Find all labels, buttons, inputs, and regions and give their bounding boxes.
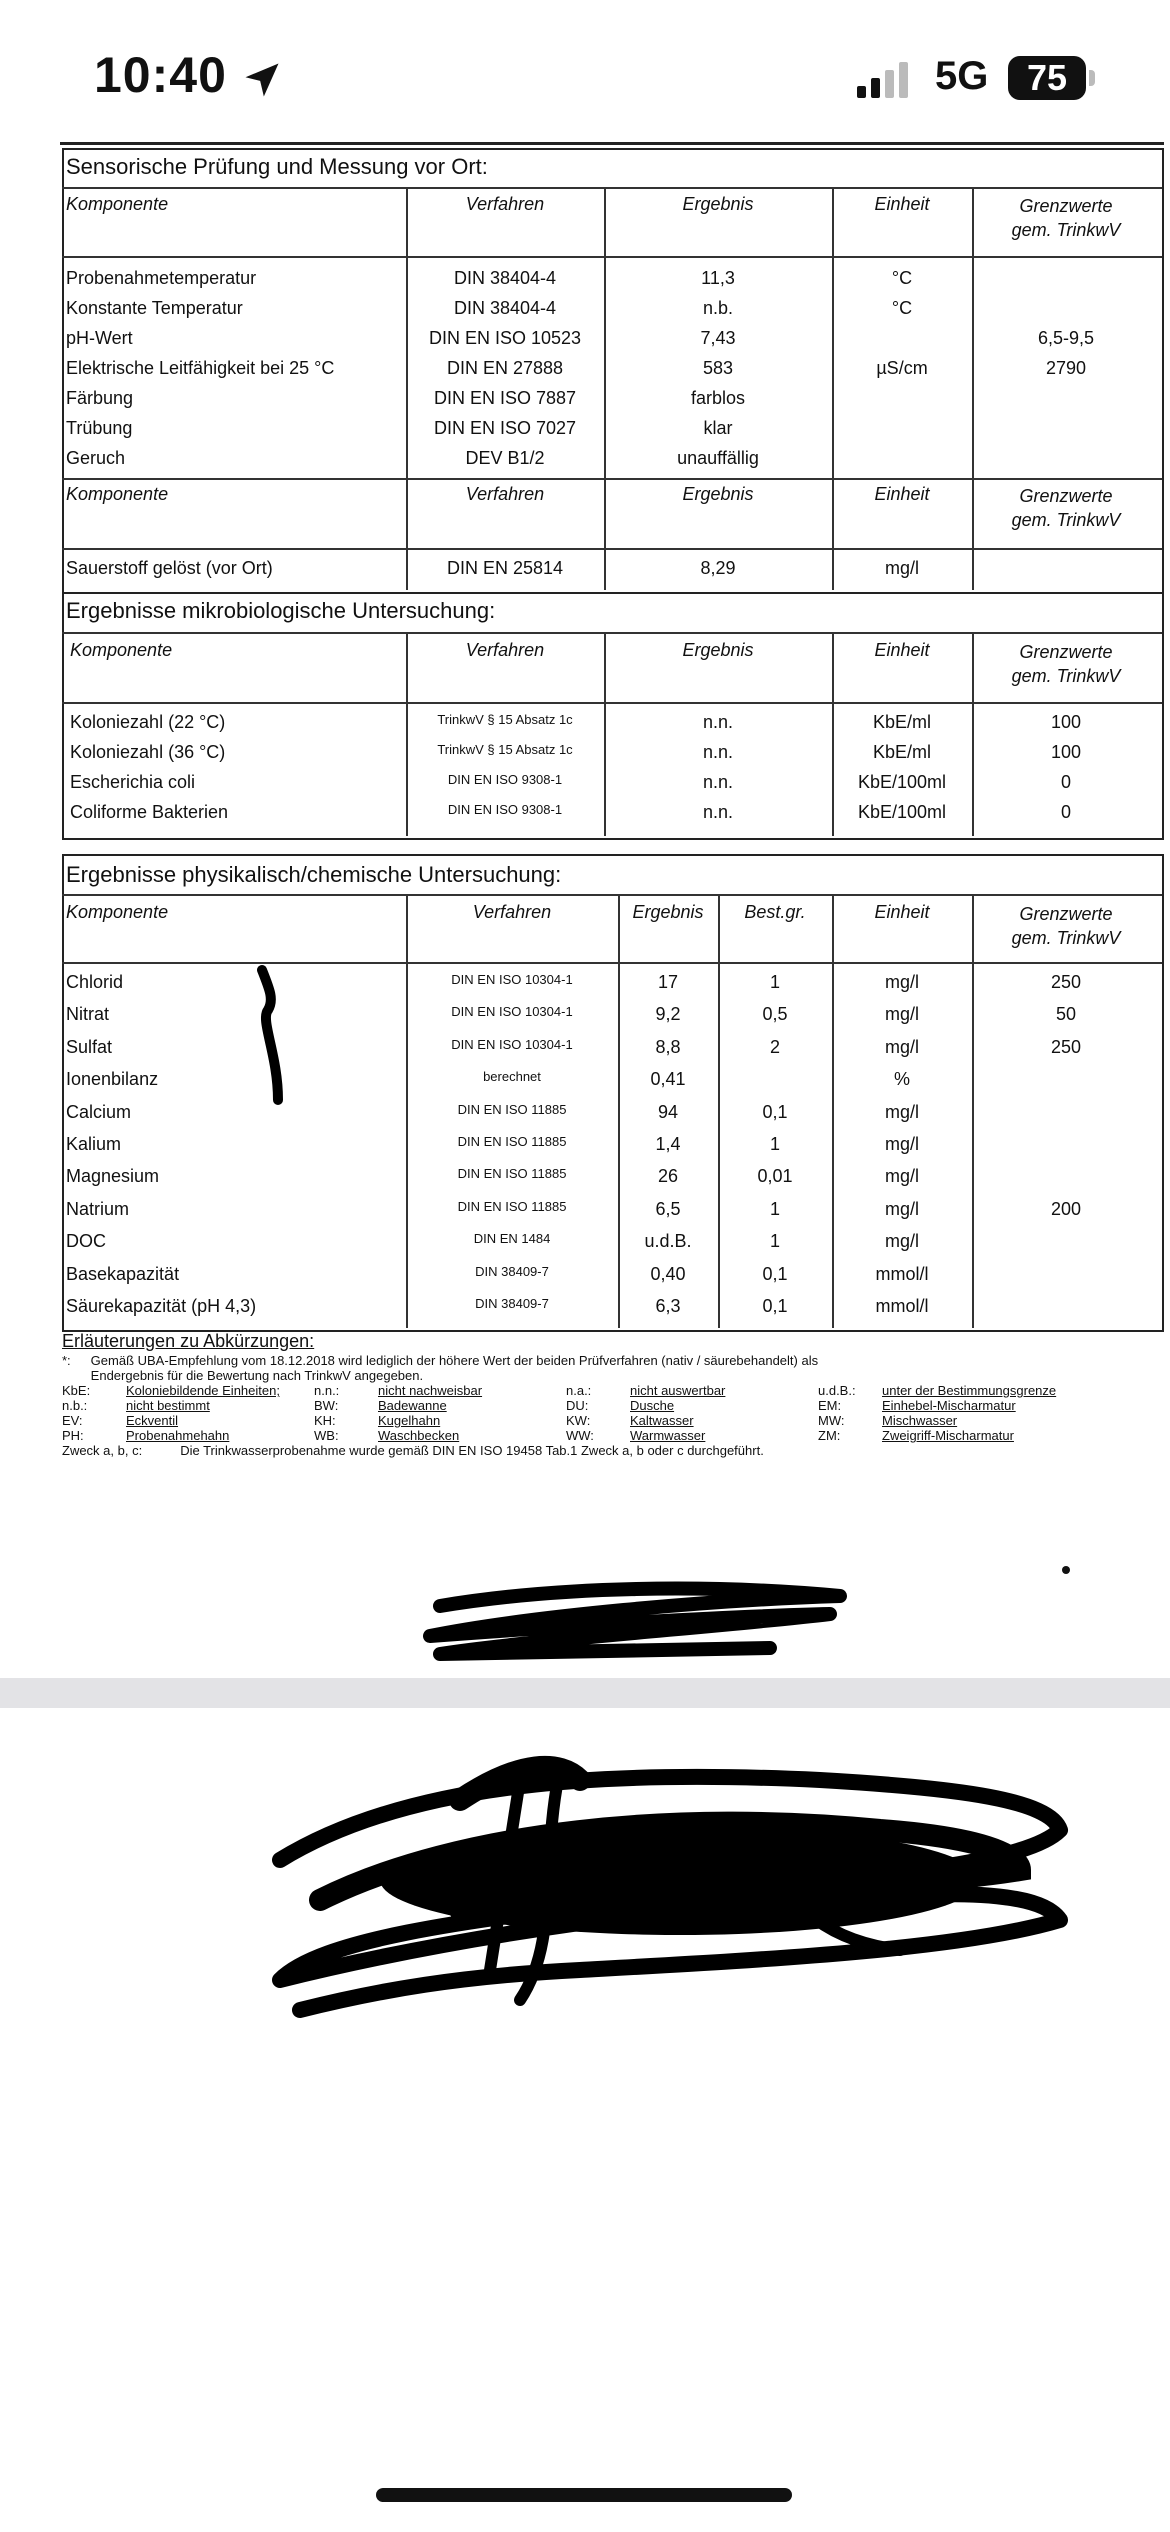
col-header: Einheit [874,194,930,214]
table-cell: mg/l [884,1036,919,1057]
table-cell: 0,1 [762,1296,788,1316]
table-cell: 0,40 [650,1263,686,1284]
table-cell: 1,4 [655,1134,681,1154]
col-header: Verfahren [465,640,545,660]
table-cell: 0 [1060,802,1071,822]
table-cell: 1 [769,1231,780,1252]
location-arrow-icon [240,58,284,102]
abbr-key: KbE: [62,1383,91,1398]
table-cell: 200 [1050,1198,1082,1219]
table-cell: n.n. [702,742,734,762]
table-cell: Trübung [66,418,133,438]
abbr-value: Kugelhahn [378,1413,441,1428]
abbr-key: n.b.: [62,1398,88,1413]
col-header: gem. TrinkwV [1011,666,1121,686]
clock: 10:40 [94,47,227,103]
table-cell: 2790 [1045,358,1087,378]
table-cell: Elektrische Leitfähigkeit bei 25 °C [66,358,335,378]
col-header: Grenzwerte [1019,486,1113,506]
table-cell: farblos [690,388,746,408]
col-header: Best.gr. [744,902,806,922]
table-cell: mmol/l [875,1263,929,1284]
abbr-row [62,1428,1070,1443]
speck [1062,1566,1070,1574]
table-cell: TrinkwV § 15 Absatz 1c [437,712,573,727]
col-header: gem. TrinkwV [1011,928,1121,948]
chem-section [62,854,1164,1332]
table-cell: berechnet [483,1069,541,1085]
table-cell: 250 [1050,1036,1082,1057]
table-cell: 8,8 [655,1036,681,1057]
col-header: Grenzwerte [1019,642,1113,662]
table-cell: klar [703,418,733,438]
table-cell: 11,3 [701,268,735,288]
table-cell: DIN EN 27888 [446,358,564,378]
abbr-key: WW: [566,1428,594,1443]
abbr-key: EV: [62,1413,83,1428]
chem-title: Ergebnisse physikalisch/chemische Untersuchung: [66,862,562,887]
col-header: Grenzwerte [1019,904,1113,924]
table-cell: DIN EN ISO 10304-1 [451,972,573,987]
abbr-value: unter der Bestimmungsgrenze [882,1383,1057,1398]
table-cell: Konstante Temperatur [66,298,243,318]
abbr-key: KW: [566,1413,591,1428]
col-header: Komponente [66,484,169,504]
table-cell: DEV B1/2 [465,448,545,468]
zweck-text: Die Trinkwasserprobenahme wurde gemäß DIN EN ISO 19458 Tab.1 Zweck a, b oder c durchgeführt. [180,1443,764,1458]
table-cell: 0,1 [762,1101,788,1122]
battery-level: 75 [1026,57,1068,98]
abbreviations-legend [62,1331,1112,1458]
table-cell: mg/l [884,972,919,992]
table-cell: mg/l [884,1004,919,1025]
col-header: Verfahren [465,484,545,504]
col-header: Ergebnis [632,902,704,922]
table-cell: KbE/100ml [857,802,947,822]
table-cell: DIN EN ISO 11885 [457,1101,567,1117]
table-cell: Calcium [66,1101,132,1122]
table-cell: 0,41 [650,1069,686,1090]
table-cell: 6,3 [655,1296,681,1316]
table-cell: mg/l [884,1198,919,1219]
cellular-signal-icon [855,60,915,100]
table-cell: 8,29 [700,558,736,578]
abbr-value: Koloniebildende Einheiten; [126,1383,280,1398]
table-cell: mmol/l [875,1296,929,1316]
abbr-value: Dusche [630,1398,675,1413]
table-cell: DIN EN ISO 11885 [457,1134,567,1149]
table-cell: pH-Wert [66,328,133,348]
table-cell: 2 [769,1036,780,1057]
table-cell: 7,43 [700,328,736,348]
table-cell: Färbung [66,388,134,408]
table-cell: Sauerstoff gelöst (vor Ort) [66,558,273,578]
col-header: Verfahren [465,194,545,214]
abbr-value: nicht bestimmt [126,1398,210,1413]
table-cell: TrinkwV § 15 Absatz 1c [437,742,573,757]
table-cell: DIN 38404-4 [453,268,557,288]
col-header: Einheit [874,902,930,922]
col-header: gem. TrinkwV [1011,220,1121,240]
table-cell: DIN EN ISO 7887 [433,388,577,408]
abbr-value: Kaltwasser [630,1413,694,1428]
table-cell: 9,2 [655,1004,681,1025]
table-cell: DIN EN ISO 10304-1 [451,1004,573,1020]
abbr-value: Probenahmehahn [126,1428,230,1443]
redaction-scribble [410,1576,860,1666]
table-cell: Ionenbilanz [66,1069,159,1090]
table-cell: Chlorid [66,972,124,992]
pen-mark [250,960,300,1110]
abbr-key: WB: [314,1428,339,1443]
col-header: Ergebnis [682,640,754,660]
sensory-title: Sensorische Prüfung und Messung vor Ort: [66,154,488,179]
note-line: Gemäß UBA-Empfehlung vom 18.12.2018 wird lediglich der höhere Wert der beiden Prüfverfahren (nativ / säurebehandelt) als [90,1353,819,1368]
battery-icon [1008,56,1086,100]
abbr-key: KH: [314,1413,336,1428]
abbr-key: DU: [566,1398,589,1413]
table-cell: DIN EN ISO 9308-1 [447,772,563,787]
abbr-value: Warmwasser [630,1428,706,1443]
table-cell: 6,5 [655,1198,681,1219]
table-cell: 1 [769,1134,780,1154]
table-cell: DIN EN 25814 [446,558,564,578]
table-cell: Magnesium [66,1166,160,1187]
note-mark: *: [62,1353,71,1368]
table-cell: Sulfat [66,1036,113,1057]
table-cell: u.d.B. [644,1231,692,1252]
abbr-value: Eckventil [126,1413,179,1428]
table-cell: Säurekapazität (pH 4,3) [66,1296,257,1316]
abbr-row [62,1413,1070,1428]
col-header: Ergebnis [682,194,754,214]
table-cell: 6,5-9,5 [1037,328,1095,348]
table-cell: DIN 38409-7 [475,1263,549,1279]
table-cell: % [893,1069,910,1090]
redaction-scribble-large [260,1740,1090,2020]
table-cell: Koloniezahl (22 °C) [70,712,226,732]
table-cell: mg/l [884,1166,919,1187]
table-cell: 100 [1050,712,1082,732]
table-cell: 1 [769,972,780,992]
table-cell: unauffällig [677,448,759,468]
abbr-key: u.d.B.: [818,1383,856,1398]
table-cell: Coliforme Bakterien [70,802,229,822]
abbr-value: Zweigriff-Mischarmatur [882,1428,1014,1443]
notes-title: Erläuterungen zu Abkürzungen: [62,1331,315,1351]
status-bar [0,0,1170,150]
abbr-key: MW: [818,1413,845,1428]
table-cell: Nitrat [66,1004,110,1025]
abbr-value: nicht auswertbar [630,1383,726,1398]
note-line: Endergebnis für die Bewertung nach TrinkwV angegeben. [90,1368,424,1383]
table-cell: 0,01 [757,1166,793,1187]
table-cell: °C [891,268,913,288]
col-header: gem. TrinkwV [1011,510,1121,530]
table-cell: mg/l [884,1231,919,1252]
table-cell: Kalium [66,1134,122,1154]
table-cell: DIN EN ISO 9308-1 [447,802,563,817]
abbr-value: Waschbecken [378,1428,460,1443]
abbr-key: PH: [62,1428,84,1443]
abbr-table [62,1383,1070,1443]
table-cell: 0,5 [762,1004,788,1025]
table-cell: KbE/ml [872,712,932,732]
table-cell: DIN EN ISO 10523 [428,328,582,348]
table-cell: 100 [1050,742,1082,762]
table-cell: Geruch [66,448,126,468]
table-cell: DIN EN ISO 11885 [457,1198,567,1214]
network-type: 5G [935,54,989,98]
table-cell: 250 [1050,972,1082,992]
table-cell: 1 [769,1198,780,1219]
abbr-value: Mischwasser [882,1413,958,1428]
table-cell: µS/cm [876,358,928,378]
col-header: Ergebnis [682,484,754,504]
col-header: Grenzwerte [1019,196,1113,216]
micro-title: Ergebnisse mikrobiologische Untersuchung: [66,598,496,623]
page-divider [0,1678,1170,1708]
table-cell: mg/l [884,1101,919,1122]
abbr-key: n.n.: [314,1383,340,1398]
table-cell: 583 [702,358,734,378]
table-cell: DIN EN ISO 11885 [457,1166,567,1182]
table-cell: mg/l [884,1134,919,1154]
abbr-row [62,1383,1070,1398]
col-header: Verfahren [472,902,552,922]
table-cell: 0 [1060,772,1071,792]
table-cell: Basekapazität [66,1263,180,1284]
table-cell: DIN EN ISO 10304-1 [451,1036,573,1052]
col-header: Komponente [70,640,173,660]
table-cell: DOC [66,1231,106,1252]
col-header: Komponente [66,902,169,922]
table-cell: n.n. [702,802,734,822]
col-header: Einheit [874,484,930,504]
zweck-label: Zweck a, b, c: [62,1443,143,1458]
abbr-value: Badewanne [378,1398,447,1413]
table-cell: KbE/100ml [857,772,947,792]
table-cell: DIN 38404-4 [453,298,557,318]
abbr-value: nicht nachweisbar [378,1383,483,1398]
table-cell: °C [891,298,913,318]
table-cell: n.b. [702,298,734,318]
table-cell: Probenahmetemperatur [66,268,257,288]
table-cell: KbE/ml [872,742,932,762]
table-cell: Escherichia coli [70,772,196,792]
table-cell: Natrium [66,1198,130,1219]
table-cell: 17 [657,972,679,992]
table-cell: 50 [1055,1004,1077,1025]
home-indicator[interactable] [376,2488,792,2502]
abbr-key: BW: [314,1398,339,1413]
table-cell: n.n. [702,772,734,792]
abbr-row [62,1398,1070,1413]
table-cell: DIN 38409-7 [475,1296,549,1311]
battery-cap [1089,70,1095,86]
abbr-value: Einhebel-Mischarmatur [882,1398,1016,1413]
table-cell: Koloniezahl (36 °C) [70,742,226,762]
table-cell: 94 [657,1101,679,1122]
col-header: Einheit [874,640,930,660]
col-header: Komponente [66,194,169,214]
table-cell: n.n. [702,712,734,732]
table-cell: DIN EN ISO 7027 [433,418,577,438]
table-cell: DIN EN 1484 [473,1231,551,1247]
abbr-key: ZM: [818,1428,841,1443]
abbr-key: EM: [818,1398,842,1413]
table-cell: 0,1 [762,1263,788,1284]
table-cell: 26 [657,1166,679,1187]
document-top-border [60,142,1164,145]
abbr-key: n.a.: [566,1383,592,1398]
table-cell: mg/l [884,558,919,578]
